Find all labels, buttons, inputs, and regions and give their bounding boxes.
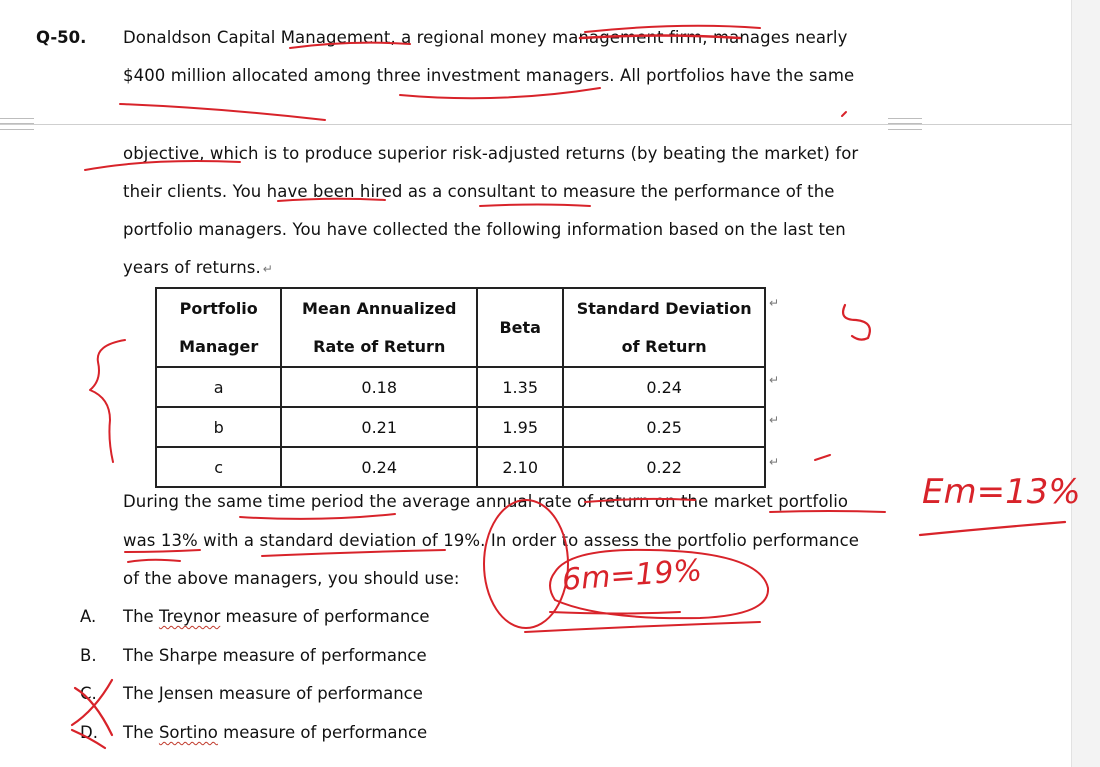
cell-sd: 0.24	[563, 367, 765, 407]
followup-line-2: was 13% with a standard deviation of 19%. In order to assess the portfolio performance	[123, 531, 859, 550]
cell-beta: 1.35	[477, 367, 563, 407]
table-row	[156, 407, 765, 447]
question-line-6-text: years of returns.	[123, 258, 261, 277]
option-d-letter: D.	[80, 723, 98, 742]
option-c-text[interactable]: The Jensen measure of performance	[123, 684, 423, 703]
spellcheck-word: Sortino	[158, 723, 218, 742]
question-line-6	[123, 258, 273, 277]
question-line-5: portfolio managers. You have collected the following information based on the last ten	[123, 220, 846, 239]
cell-sd: 0.22	[563, 447, 765, 487]
cell-mean: 0.21	[281, 407, 477, 447]
cell-mean: 0.18	[281, 367, 477, 407]
option-a-text[interactable]: The Treynor measure of performance	[123, 607, 430, 626]
paragraph-mark: ↵	[262, 262, 273, 276]
cell-manager: b	[156, 407, 281, 447]
table-row	[156, 367, 765, 407]
ink-note-market-return: Em=13%	[922, 472, 1081, 512]
question-line-4: their clients. You have been hired as a consultant to measure the performance of the	[123, 182, 835, 201]
option-c-letter: C.	[80, 684, 97, 703]
row-end-mark: ↵	[769, 373, 780, 387]
question-line-1: Donaldson Capital Management, a regional money management firm, manages nearly	[123, 28, 848, 47]
cell-mean: 0.24	[281, 447, 477, 487]
row-end-mark: ↵	[769, 413, 780, 427]
manager-performance-table	[155, 287, 766, 488]
option-d-text[interactable]: The Sortino measure of performance	[123, 723, 428, 742]
ink-note-market-sd: 6m=19%	[560, 553, 704, 598]
question-line-3: objective, which is to produce superior risk-adjusted returns (by beating the market) for	[123, 144, 859, 163]
question-line-2: $400 million allocated among three investment managers. All portfolios have the same	[123, 66, 855, 85]
table-row	[156, 447, 765, 487]
option-b-text[interactable]: The Sharpe measure of performance	[123, 646, 427, 665]
row-end-mark: ↵	[769, 455, 780, 469]
option-b-letter: B.	[80, 646, 97, 665]
row-end-mark: ↵	[769, 296, 780, 310]
cell-manager: c	[156, 447, 281, 487]
followup-line-3: of the above managers, you should use:	[123, 569, 460, 588]
cell-manager: a	[156, 367, 281, 407]
page-break-marker-right	[888, 118, 922, 130]
table-header-row	[156, 288, 765, 367]
followup-line-1: During the same time period the average annual rate of return on the market portfolio	[123, 492, 849, 511]
header-std-dev: Standard Deviation of Return	[563, 288, 765, 367]
cell-beta: 2.10	[477, 447, 563, 487]
cell-beta: 1.95	[477, 407, 563, 447]
header-portfolio-manager: Portfolio Manager	[156, 288, 281, 367]
vertical-scrollbar[interactable]	[1071, 0, 1100, 767]
header-beta: Beta	[477, 288, 563, 367]
header-mean-return: Mean Annualized Rate of Return	[281, 288, 477, 367]
page-break-marker-left	[0, 118, 34, 130]
spellcheck-word: Treynor	[158, 607, 221, 626]
question-number: Q-50.	[36, 28, 87, 47]
option-a-letter: A.	[80, 607, 97, 626]
cell-sd: 0.25	[563, 407, 765, 447]
